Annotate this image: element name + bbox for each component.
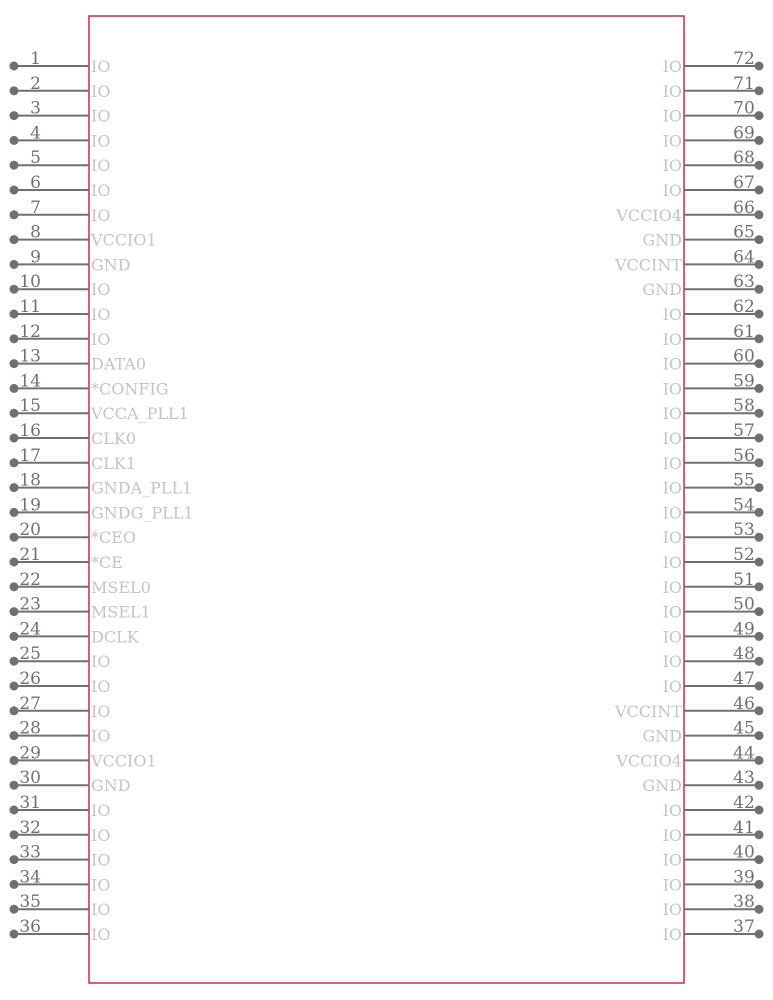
pin-terminal-dot: [755, 62, 764, 71]
pin-name: IO: [662, 453, 682, 473]
pin-number: 49: [733, 619, 755, 640]
pin-64: [614, 247, 764, 274]
pin-name: MSEL1: [91, 602, 151, 622]
pin-number: 11: [19, 297, 41, 317]
pin-number: 59: [733, 371, 755, 392]
pin-59: [663, 371, 764, 398]
pin-50: [663, 595, 764, 622]
pin-name: IO: [91, 701, 111, 721]
pin-terminal-dot: [10, 310, 19, 319]
pin-number: 67: [733, 173, 755, 193]
pin-name: IO: [662, 131, 682, 151]
pin-number: 64: [733, 247, 755, 268]
pin-number: 28: [19, 718, 41, 739]
pin-name: IO: [662, 825, 682, 845]
pin-number: 17: [19, 445, 41, 466]
pin-name: IO: [662, 503, 682, 523]
pin-terminal-dot: [10, 62, 19, 71]
pin-number: 43: [733, 768, 755, 789]
pin-name: VCCINT: [614, 701, 682, 721]
pin-number: 50: [733, 594, 755, 615]
pin-terminal-dot: [10, 806, 19, 815]
pin-terminal-dot: [755, 508, 764, 517]
pin-number: 57: [733, 421, 755, 441]
pin-terminal-dot: [10, 930, 19, 939]
pin-number: 39: [733, 867, 755, 888]
pin-name: IO: [662, 925, 682, 944]
pin-terminal-dot: [755, 582, 764, 591]
pin-number: 3: [30, 98, 41, 119]
pin-30: [10, 768, 131, 795]
pin-number: 30: [19, 768, 41, 789]
pin-terminal-dot: [755, 905, 764, 914]
pin-name: IO: [662, 478, 682, 498]
pin-number: 5: [30, 148, 41, 169]
pin-terminal-dot: [755, 260, 764, 269]
pin-terminal-dot: [755, 607, 764, 616]
pin-name: IO: [662, 900, 682, 920]
pin-28: [10, 719, 111, 746]
pin-terminal-dot: [755, 657, 764, 666]
pin-terminal-dot: [10, 682, 19, 691]
pin-number: 61: [733, 321, 755, 342]
right-pin-group: [614, 49, 764, 944]
pin-name: VCCIO1: [91, 230, 157, 250]
pin-number: 7: [30, 197, 41, 218]
pin-29: [10, 743, 157, 770]
pin-number: 19: [19, 495, 41, 516]
pin-terminal-dot: [755, 384, 764, 393]
pin-terminal-dot: [10, 830, 19, 839]
pin-38: [663, 892, 764, 919]
pin-terminal-dot: [10, 260, 19, 269]
pin-34: [10, 867, 111, 894]
pin-name: GND: [642, 230, 682, 250]
pin-terminal-dot: [755, 285, 764, 294]
pin-terminal-dot: [10, 905, 19, 914]
pin-terminal-dot: [10, 632, 19, 641]
pin-name: IO: [662, 801, 682, 820]
pin-number: 27: [19, 693, 41, 714]
pin-terminal-dot: [10, 111, 19, 120]
pin-terminal-dot: [755, 210, 764, 219]
pin-23: [10, 595, 151, 622]
pin-terminal-dot: [755, 458, 764, 467]
pin-5: [10, 148, 111, 175]
pin-13: [10, 347, 147, 374]
pin-number: 53: [733, 520, 755, 541]
pin-number: 22: [19, 569, 41, 590]
pin-name: *CE: [91, 553, 123, 572]
pin-number: 58: [733, 396, 755, 417]
pin-terminal-dot: [10, 756, 19, 765]
pin-58: [663, 396, 764, 423]
pin-name: IO: [91, 801, 111, 820]
pin-number: 26: [19, 669, 41, 689]
pin-45: [642, 719, 763, 746]
pin-name: DCLK: [91, 627, 139, 647]
pin-terminal-dot: [755, 806, 764, 815]
pin-number: 62: [733, 297, 755, 317]
pin-number: 71: [733, 73, 755, 94]
pin-number: 35: [19, 892, 41, 913]
pin-name: IO: [91, 677, 111, 696]
pin-name: IO: [662, 156, 682, 176]
pin-4: [10, 123, 111, 150]
pin-name: IO: [91, 652, 111, 672]
pin-3: [10, 99, 111, 126]
pin-name: DATA0: [91, 354, 147, 374]
pin-33: [10, 843, 111, 870]
pin-terminal-dot: [755, 483, 764, 492]
pin-terminal-dot: [10, 384, 19, 393]
pin-number: 32: [19, 817, 41, 838]
pin-terminal-dot: [10, 334, 19, 343]
pin-name: IO: [662, 354, 682, 374]
pin-terminal-dot: [10, 458, 19, 467]
pin-number: 45: [733, 718, 755, 739]
pin-number: 14: [19, 371, 41, 392]
pin-terminal-dot: [10, 533, 19, 542]
pin-terminal-dot: [755, 756, 764, 765]
pin-number: 68: [733, 148, 755, 169]
pin-name: GNDA_PLL1: [91, 478, 193, 498]
pin-name: IO: [91, 131, 111, 151]
pin-terminal-dot: [10, 731, 19, 740]
pin-number: 72: [733, 49, 755, 69]
pin-number: 29: [19, 743, 41, 764]
pin-number: 24: [19, 619, 41, 640]
pin-name: IO: [91, 106, 111, 126]
pin-number: 23: [19, 594, 41, 615]
pin-number: 54: [733, 495, 755, 516]
pin-69: [663, 123, 764, 150]
pin-number: 52: [733, 545, 755, 565]
pin-2: [10, 74, 111, 101]
pin-42: [663, 793, 764, 820]
pin-40: [663, 843, 764, 870]
pin-number: 13: [19, 346, 41, 367]
pin-name: IO: [662, 602, 682, 622]
pin-63: [642, 272, 763, 299]
pin-terminal-dot: [755, 533, 764, 542]
pin-name: IO: [662, 627, 682, 647]
pin-name: IO: [662, 57, 682, 76]
pin-18: [10, 471, 193, 498]
pin-15: [10, 396, 189, 423]
pin-60: [663, 347, 764, 374]
pin-10: [10, 272, 111, 299]
pin-9: [10, 247, 131, 274]
pin-32: [10, 818, 111, 845]
pin-72: [663, 49, 764, 76]
pin-27: [10, 694, 111, 721]
pin-name: IO: [91, 825, 111, 845]
pin-name: IO: [662, 379, 682, 399]
pin-number: 18: [19, 470, 41, 491]
pin-number: 41: [733, 817, 755, 838]
pin-12: [10, 322, 111, 349]
pin-65: [642, 223, 763, 250]
pin-name: CLK0: [91, 429, 136, 448]
pin-terminal-dot: [755, 409, 764, 418]
pin-43: [642, 768, 763, 795]
pin-number: 9: [30, 247, 41, 268]
pin-name: *CONFIG: [91, 379, 169, 399]
pin-number: 46: [733, 693, 755, 714]
pin-terminal-dot: [10, 607, 19, 616]
pin-terminal-dot: [10, 86, 19, 95]
pin-number: 12: [19, 321, 41, 342]
pin-61: [663, 322, 764, 349]
pin-number: 15: [19, 396, 41, 417]
pin-number: 70: [733, 98, 755, 119]
pin-37: [663, 917, 764, 944]
pin-number: 65: [733, 222, 755, 243]
pin-terminal-dot: [10, 582, 19, 591]
pin-number: 6: [30, 173, 41, 193]
pin-47: [663, 669, 764, 696]
pin-number: 38: [733, 892, 755, 913]
pin-terminal-dot: [755, 682, 764, 691]
pin-26: [10, 669, 111, 696]
pin-terminal-dot: [10, 359, 19, 368]
pin-terminal-dot: [755, 111, 764, 120]
pin-7: [10, 198, 111, 225]
pin-terminal-dot: [755, 706, 764, 715]
pin-terminal-dot: [755, 558, 764, 567]
pin-name: IO: [91, 205, 111, 225]
pin-number: 48: [733, 644, 755, 665]
pin-name: IO: [662, 305, 682, 324]
pin-name: IO: [91, 280, 111, 300]
pin-22: [10, 570, 151, 597]
pin-number: 56: [733, 445, 755, 466]
pin-name: GND: [642, 776, 682, 796]
pin-terminal-dot: [755, 830, 764, 839]
ic-body: [89, 16, 684, 983]
pin-name: IO: [91, 156, 111, 176]
pin-31: [10, 793, 111, 820]
pin-name: IO: [91, 900, 111, 920]
pin-48: [663, 644, 764, 671]
pin-20: [10, 520, 137, 547]
pin-terminal-dot: [755, 855, 764, 864]
pin-terminal-dot: [10, 285, 19, 294]
pin-terminal-dot: [755, 334, 764, 343]
pin-terminal-dot: [10, 136, 19, 145]
pin-number: 25: [19, 644, 41, 665]
pin-terminal-dot: [755, 359, 764, 368]
pin-name: IO: [662, 106, 682, 126]
pin-number: 63: [733, 272, 755, 293]
pin-1: [10, 49, 111, 76]
pin-70: [663, 99, 764, 126]
pin-66: [615, 198, 763, 225]
pin-number: 16: [19, 421, 41, 441]
pin-name: VCCIO4: [616, 751, 682, 771]
pin-57: [663, 421, 764, 448]
pin-name: IO: [662, 850, 682, 870]
pin-name: IO: [662, 528, 682, 548]
pin-11: [10, 297, 111, 324]
pin-name: IO: [91, 925, 111, 944]
pin-number: 60: [733, 346, 755, 367]
pin-number: 10: [19, 272, 41, 293]
pin-36: [10, 917, 111, 944]
pin-number: 55: [733, 470, 755, 491]
pin-number: 37: [733, 917, 755, 937]
pin-number: 69: [733, 123, 755, 144]
pin-name: IO: [662, 81, 682, 101]
pin-name: IO: [662, 652, 682, 672]
pin-terminal-dot: [755, 235, 764, 244]
pin-name: IO: [91, 875, 111, 895]
pin-17: [10, 446, 137, 473]
pin-21: [10, 545, 123, 572]
pin-39: [663, 867, 764, 894]
pin-terminal-dot: [755, 136, 764, 145]
pin-number: 1: [30, 49, 41, 69]
pin-number: 20: [19, 520, 41, 541]
pin-19: [10, 495, 194, 522]
pin-number: 33: [19, 842, 41, 863]
pin-49: [663, 619, 764, 646]
pin-name: GND: [642, 280, 682, 300]
pin-number: 4: [30, 123, 41, 144]
pin-46: [614, 694, 764, 721]
pin-8: [10, 223, 157, 250]
pin-name: IO: [91, 305, 111, 324]
pin-52: [663, 545, 764, 572]
left-pin-group: [10, 49, 194, 944]
pin-55: [663, 471, 764, 498]
pin-name: IO: [91, 329, 111, 349]
pin-name: VCCA_PLL1: [91, 404, 189, 424]
pin-terminal-dot: [10, 508, 19, 517]
pin-name: GNDG_PLL1: [91, 503, 194, 523]
pin-number: 2: [30, 73, 41, 94]
pin-71: [663, 74, 764, 101]
pin-name: IO: [662, 677, 682, 696]
pin-terminal-dot: [10, 434, 19, 443]
pin-name: IO: [662, 181, 682, 200]
pin-name: VCCIO4: [616, 205, 682, 225]
pin-name: IO: [91, 850, 111, 870]
pin-name: IO: [662, 553, 682, 572]
pin-terminal-dot: [10, 781, 19, 790]
pin-name: IO: [662, 329, 682, 349]
pin-terminal-dot: [10, 409, 19, 418]
pin-name: IO: [662, 875, 682, 895]
pin-name: *CEO: [91, 528, 137, 548]
pin-name: IO: [91, 181, 111, 200]
pin-41: [663, 818, 764, 845]
pin-44: [615, 743, 763, 770]
pin-53: [663, 520, 764, 547]
pin-number: 51: [733, 569, 755, 590]
pin-name: IO: [91, 726, 111, 746]
pin-number: 44: [733, 743, 755, 764]
pin-name: CLK1: [91, 453, 136, 473]
pin-name: VCCIO1: [91, 751, 157, 771]
pin-terminal-dot: [10, 558, 19, 567]
pin-terminal-dot: [755, 632, 764, 641]
pin-number: 34: [19, 867, 41, 888]
pin-51: [663, 570, 764, 597]
pin-name: MSEL0: [91, 577, 151, 597]
pin-terminal-dot: [10, 235, 19, 244]
pin-terminal-dot: [10, 161, 19, 170]
pin-terminal-dot: [755, 930, 764, 939]
pin-number: 21: [19, 545, 41, 565]
pin-35: [10, 892, 111, 919]
pin-24: [10, 619, 140, 646]
pin-name: IO: [91, 81, 111, 101]
pin-6: [10, 173, 111, 200]
pin-name: IO: [662, 577, 682, 597]
pin-terminal-dot: [10, 210, 19, 219]
pin-name: VCCINT: [614, 255, 682, 275]
pin-terminal-dot: [755, 310, 764, 319]
pin-name: GND: [91, 255, 131, 275]
pin-terminal-dot: [10, 706, 19, 715]
pin-67: [663, 173, 764, 200]
pin-number: 66: [733, 197, 755, 218]
pin-number: 36: [19, 917, 41, 937]
pin-56: [663, 446, 764, 473]
pin-terminal-dot: [10, 880, 19, 889]
pin-68: [663, 148, 764, 175]
pin-number: 31: [19, 793, 41, 813]
pin-terminal-dot: [10, 483, 19, 492]
pin-terminal-dot: [10, 855, 19, 864]
pin-terminal-dot: [10, 657, 19, 666]
pin-terminal-dot: [10, 186, 19, 195]
pin-terminal-dot: [755, 781, 764, 790]
pin-name: GND: [91, 776, 131, 796]
pin-62: [663, 297, 764, 324]
pin-number: 47: [733, 669, 755, 689]
pin-terminal-dot: [755, 161, 764, 170]
pin-54: [663, 495, 764, 522]
pin-number: 40: [733, 842, 755, 863]
pin-name: IO: [662, 404, 682, 424]
pin-terminal-dot: [755, 731, 764, 740]
pin-number: 8: [30, 222, 41, 243]
pin-name: IO: [91, 57, 111, 76]
pin-number: 42: [733, 793, 755, 813]
pin-terminal-dot: [755, 86, 764, 95]
pin-16: [10, 421, 137, 448]
pin-terminal-dot: [755, 880, 764, 889]
pin-terminal-dot: [755, 434, 764, 443]
pin-25: [10, 644, 111, 671]
pin-name: IO: [662, 429, 682, 448]
pin-terminal-dot: [755, 186, 764, 195]
pin-name: GND: [642, 726, 682, 746]
